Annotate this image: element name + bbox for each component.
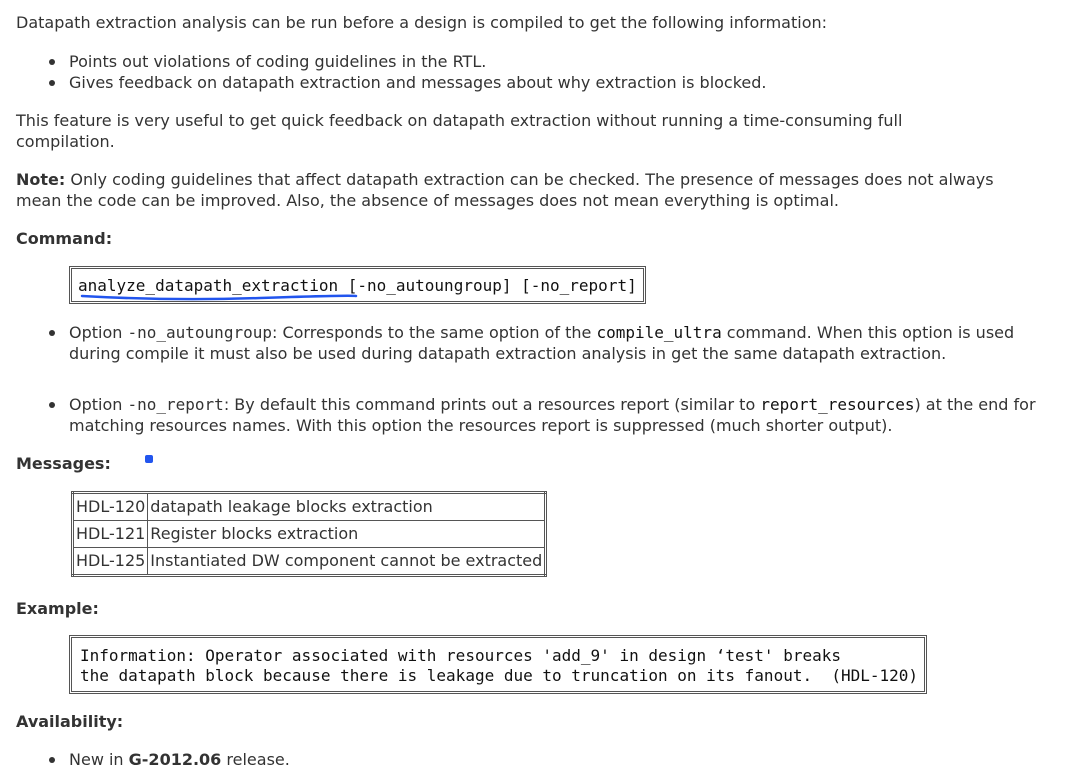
pen-underline-annotation — [80, 292, 360, 302]
availability-suffix: release. — [221, 750, 290, 769]
list-item: Gives feedback on datapath extraction and messages about why extraction is blocked. — [49, 72, 767, 93]
message-code: HDL-125 — [73, 548, 148, 576]
pen-dot-annotation — [145, 455, 153, 463]
option-prefix: Option — [69, 395, 128, 414]
message-code: HDL-120 — [73, 493, 148, 521]
feature-paragraph: This feature is very useful to get quick feedback on datapath extraction without running a time-consuming full compilation. — [16, 111, 903, 151]
intro-bullet-list — [49, 51, 767, 93]
availability-version: G-2012.06 — [128, 750, 222, 769]
option-flag: -no_report — [127, 395, 224, 414]
command-heading: Command: — [16, 229, 113, 248]
option-flag: -no_autoungroup — [127, 323, 272, 342]
example-line: Information: Operator associated with resources 'add_9' in design ‘test' breaks — [80, 646, 841, 665]
message-desc: datapath leakage blocks extraction — [148, 493, 546, 521]
option-item-no-report — [49, 394, 1069, 436]
table-row — [73, 493, 546, 521]
option-code: report_resources — [760, 395, 915, 414]
availability-heading: Availability: — [16, 712, 124, 731]
note-text: Only coding guidelines that affect datapath extraction can be checked. The presence of messages does not always mean the code can be improved. Also, the absence of messages does not mean everything is optimal. — [16, 170, 994, 210]
intro-paragraph: Datapath extraction analysis can be run before a design is compiled to get the following information: — [16, 13, 828, 32]
option-list-2 — [49, 394, 1069, 436]
note-paragraph — [16, 169, 1036, 211]
note-label: Note: — [16, 170, 66, 189]
availability-list — [49, 749, 290, 770]
option-list-1 — [49, 322, 1069, 364]
availability-item — [49, 749, 290, 770]
example-heading: Example: — [16, 599, 99, 618]
messages-heading: Messages: — [16, 454, 111, 473]
message-code: HDL-121 — [73, 521, 148, 548]
example-line: the datapath block because there is leakage due to truncation on its fanout. (HDL-120) — [80, 666, 919, 685]
list-item: Points out violations of coding guidelines in the RTL. — [49, 51, 767, 72]
messages-table — [71, 491, 547, 577]
example-code-box — [69, 635, 927, 694]
table-row — [73, 521, 546, 548]
availability-prefix: New in — [69, 750, 129, 769]
message-desc: Register blocks extraction — [148, 521, 546, 548]
command-args: [-no_autoungroup] [-no_report] — [338, 276, 637, 295]
command-name: analyze_datapath_extraction — [78, 276, 339, 295]
table-row — [73, 548, 546, 576]
option-text: : By default this command prints out a resources report (similar to — [223, 395, 761, 414]
option-text: ) at the end for matching resources names. With this option the resources report is suppressed (much shorter output). — [69, 395, 1036, 435]
message-desc: Instantiated DW component cannot be extracted — [148, 548, 546, 576]
option-prefix: Option — [69, 323, 128, 342]
option-text: command. When this option is used during compile it must also be used during datapath extraction analysis in get the same datapath extraction. — [69, 323, 1015, 363]
option-code: compile_ultra — [596, 323, 722, 342]
option-item-no-autoungroup — [49, 322, 1069, 364]
option-text: : Corresponds to the same option of the — [271, 323, 597, 342]
